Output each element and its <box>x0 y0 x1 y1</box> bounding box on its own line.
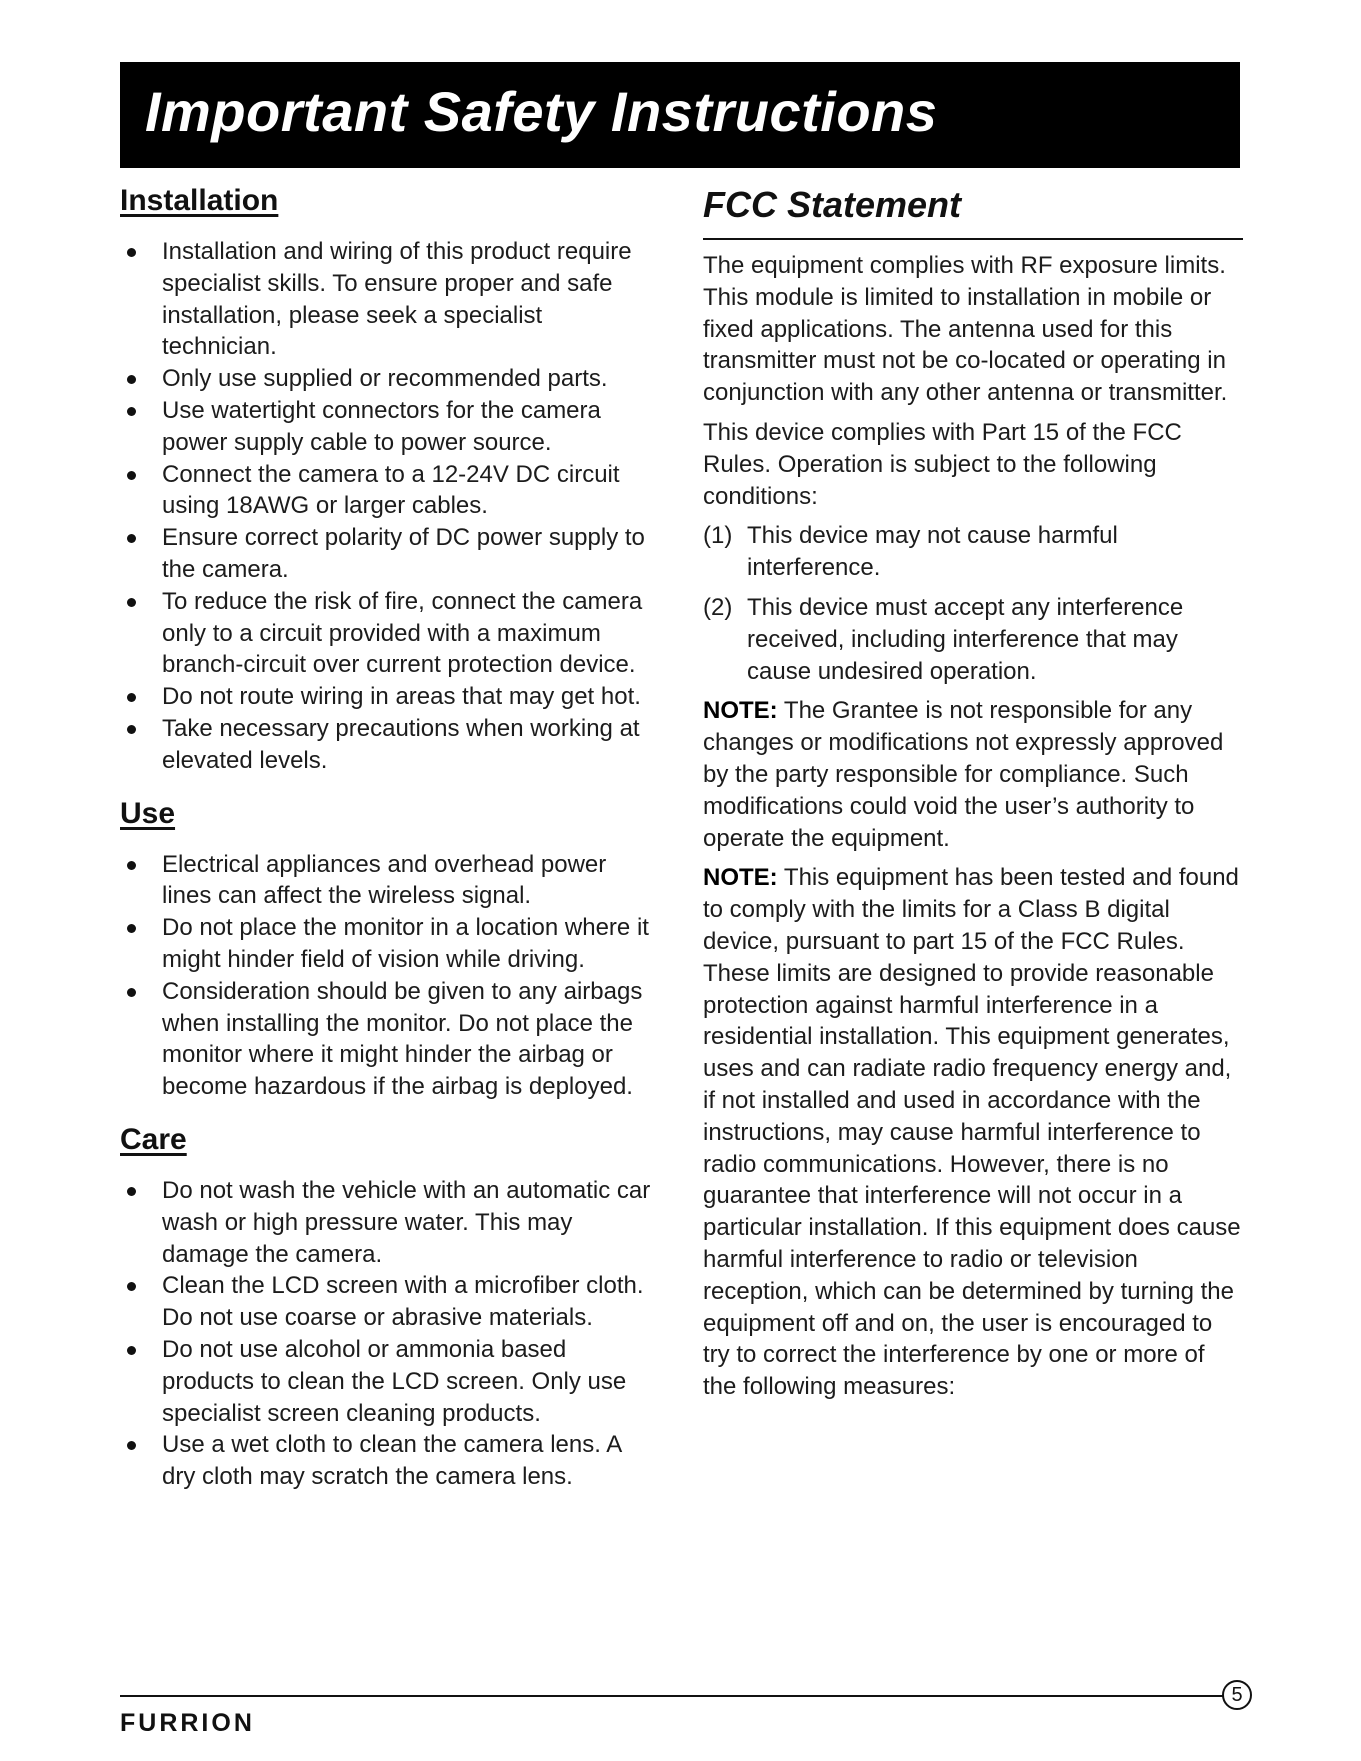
bullet-icon <box>127 725 136 734</box>
condition-text: This device may not cause harmful interference. <box>747 522 1118 582</box>
condition-text: This device must accept any interference received, including interference that may cause undesired operation. <box>747 593 1184 685</box>
fcc-paragraph-rf: The equipment complies with RF exposure limits. This module is limited to installation in mobile or fixed applications. The antenna used for this transmitter must not be co-located or operating in conjunction with any other antenna or transmitter. <box>703 252 1228 407</box>
list-item: Use a wet cloth to clean the camera lens. A dry cloth may scratch the camera lens. <box>120 1429 660 1493</box>
list-item: Connect the camera to a 12-24V DC circuit using 18AWG or larger cables. <box>120 459 660 523</box>
list-item: To reduce the risk of fire, connect the camera only to a circuit provided with a maximum branch-circuit over current protection device. <box>120 586 660 681</box>
list-item: Take necessary precautions when working at elevated levels. <box>120 713 660 777</box>
list-item: Do not place the monitor in a location where it might hinder field of vision while driving. <box>120 912 660 976</box>
bullet-icon <box>127 598 136 607</box>
fcc-heading: FCC Statement <box>703 182 1243 240</box>
note-text: This equipment has been tested and found to comply with the limits for a Class B digital device, pursuant to part 15 of the FCC Rules. These limits are designed to provide reasonable protection against harmful interference in a residential installation. This equipment generates, uses and can radiate radio frequency energy and, if not installed and used in accordance with the instructions, may cause harmful interference to radio communications. However, there is no guarantee that interference will not occur in a particular installation. If this equipment does cause harmful interference to radio or television reception, which can be determined by turning the equipment off and on, the user is encouraged to try to correct the interference by one or more of the following measures: <box>703 864 1241 1401</box>
bullet-icon <box>127 861 136 870</box>
note-grantee <box>703 695 1243 854</box>
care-list <box>120 1175 660 1493</box>
list-item: Do not use alcohol or ammonia based products to clean the LCD screen. Only use specialist screen cleaning products. <box>120 1334 660 1429</box>
condition-item <box>703 592 1243 687</box>
page-number: 5 <box>1222 1680 1252 1710</box>
bullet-icon <box>127 1441 136 1450</box>
use-list <box>120 849 660 1103</box>
bullet-icon <box>127 534 136 543</box>
list-item: Electrical appliances and overhead power lines can affect the wireless signal. <box>120 849 660 913</box>
bullet-icon <box>127 1346 136 1355</box>
bullet-icon <box>127 1282 136 1291</box>
bullet-icon <box>127 988 136 997</box>
installation-heading: Installation <box>120 184 279 217</box>
page-title: Important Safety Instructions <box>145 80 938 143</box>
list-item: Clean the LCD screen with a microfiber cloth. Do not use coarse or abrasive materials. <box>120 1270 660 1334</box>
list-item: Ensure correct polarity of DC power supply to the camera. <box>120 522 660 586</box>
bullet-icon <box>127 375 136 384</box>
bullet-icon <box>127 924 136 933</box>
list-item: Only use supplied or recommended parts. <box>120 363 660 395</box>
brand-logo: FURRION <box>120 1709 255 1737</box>
bullet-icon <box>127 248 136 257</box>
footer-divider <box>120 1695 1223 1697</box>
care-heading: Care <box>120 1122 187 1156</box>
installation-list <box>120 236 660 777</box>
bullet-icon <box>127 407 136 416</box>
bullet-icon <box>127 1187 136 1196</box>
list-item: Installation and wiring of this product require specialist skills. To ensure proper and safe installation, please seek a specialist technician. <box>120 236 660 363</box>
note-label: NOTE: <box>703 697 778 725</box>
title-banner <box>120 62 1240 168</box>
condition-number: (2) <box>703 593 733 621</box>
list-item: Do not wash the vehicle with an automatic car wash or high pressure water. This may damage the camera. <box>120 1175 660 1270</box>
bullet-icon <box>127 471 136 480</box>
fcc-paragraph-part15: This device complies with Part 15 of the FCC Rules. Operation is subject to the following conditions: <box>703 418 1182 510</box>
use-heading: Use <box>120 796 176 830</box>
condition-item <box>703 520 1243 584</box>
note-class-b <box>703 862 1243 1403</box>
note-label: NOTE: <box>703 864 778 892</box>
list-item: Use watertight connectors for the camera power supply cable to power source. <box>120 395 660 459</box>
bullet-icon <box>127 693 136 702</box>
list-item: Consideration should be given to any airbags when installing the monitor. Do not place the monitor where it might hinder the airbag or become hazardous if the airbag is deployed. <box>120 976 660 1103</box>
right-column <box>703 182 1243 1403</box>
note-text: The Grantee is not responsible for any changes or modifications not expressly approved by the party responsible for compliance. Such modifications could void the user’s authority to operate the equipment. <box>703 697 1224 852</box>
list-item: Do not route wiring in areas that may get hot. <box>120 681 660 713</box>
condition-number: (1) <box>703 522 733 550</box>
left-column <box>120 182 660 1493</box>
